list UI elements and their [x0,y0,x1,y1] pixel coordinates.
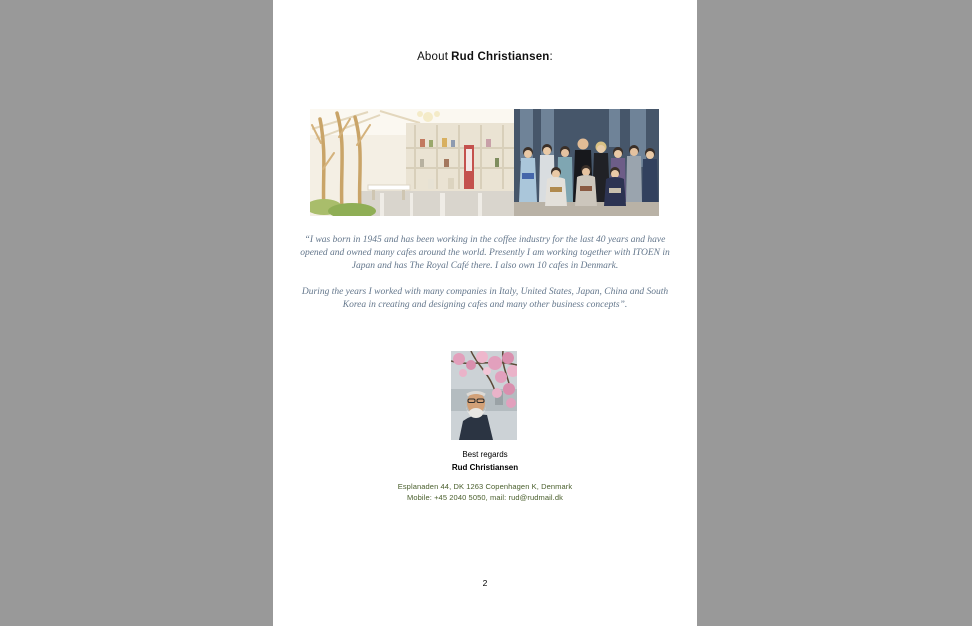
title-colon: : [549,51,553,63]
portrait-photo [451,351,517,440]
rud-portrait-image [451,351,517,440]
signature-name: Rud Christiansen [451,463,519,472]
cafe-interior-photo [310,109,514,216]
contact-address: Esplanaden 44, DK 1263 Copenhagen K, Denmark [397,482,573,491]
contact-phone-mail: Mobile: +45 2040 5050, mail: rud@rudmail.dk [407,492,563,502]
title-name: Rud Christiansen [451,51,550,63]
banner-photos [310,109,659,216]
bio-quote [295,234,675,325]
signature-regards: Best regards [462,450,508,459]
bio-paragraph-2: During the years I worked with many companies in Italy, United States, Japan, China and South Korea in creating and designing cafes and many other business concepts”. [301,287,669,310]
signature-block [273,448,697,474]
page-title [273,51,697,63]
page-number: 2 [482,578,488,588]
bio-paragraph-1: “I was born in 1945 and has been working in the coffee industry for the last 40 years and have opened and owned many cafes around the world. Presently I am working together with ITOEN in Japan and has The Royal Café there. I also own 10 cafes in Denmark. [300,235,670,271]
document-page [273,0,697,626]
group-photo [514,109,659,216]
title-prefix: About [417,51,449,63]
contact-block [273,482,697,503]
